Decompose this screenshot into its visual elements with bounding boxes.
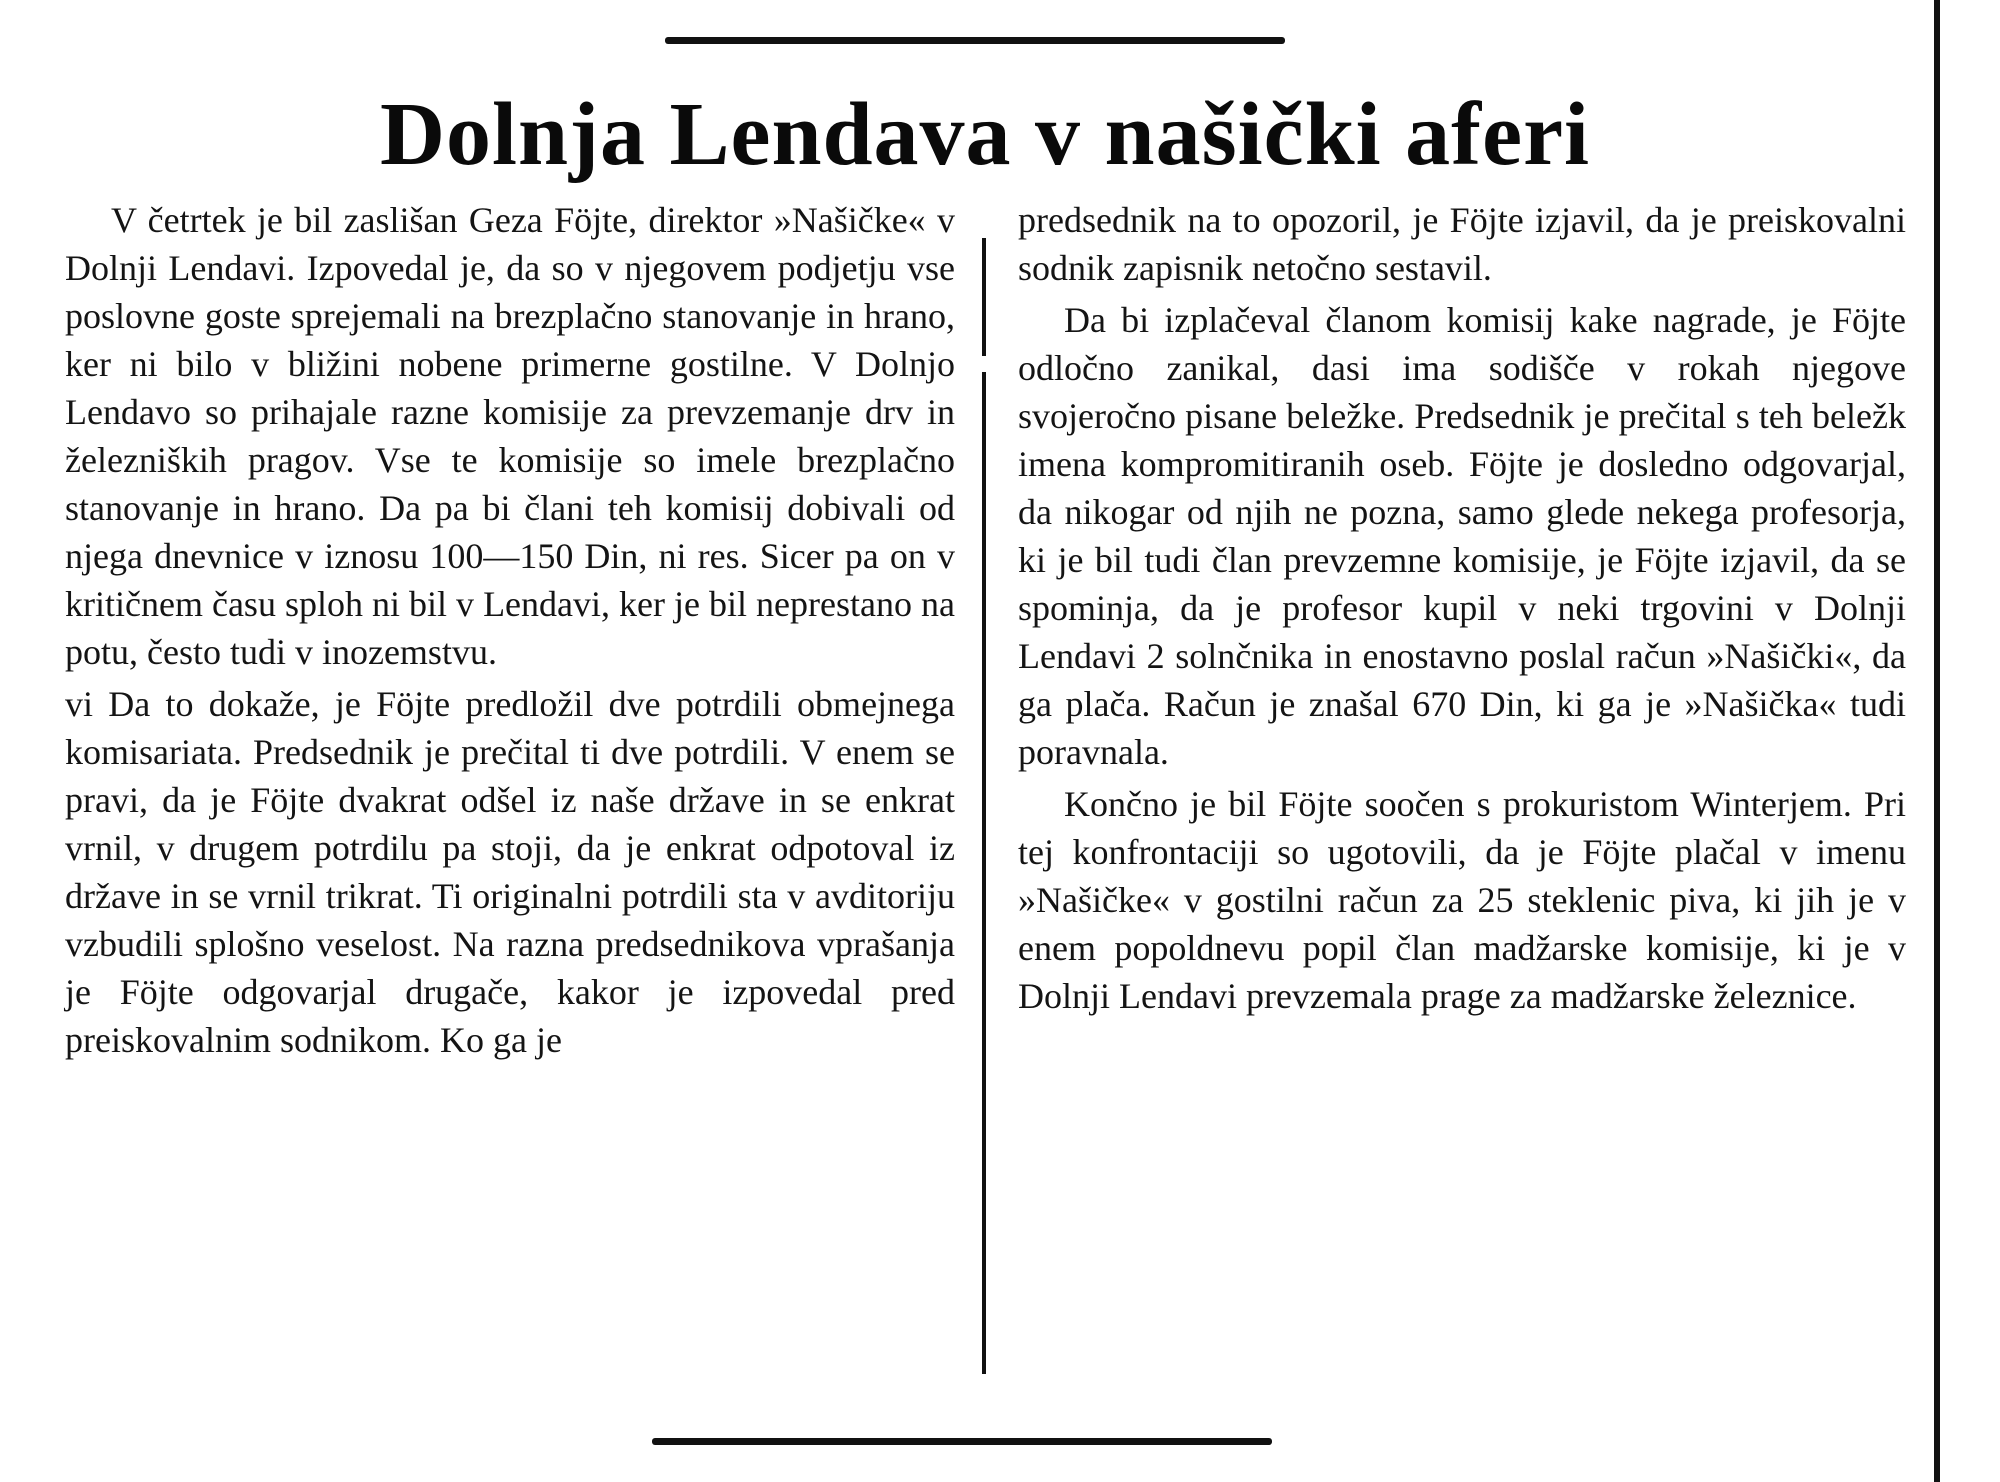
paragraph: Končno je bil Föjte soočen s prokuristom Winterjem. Pri tej konfrontaciji so ugotovili, da je Föjte plačal v imenu »Našičke« v gostilni račun za 25 steklenic piva, ki jih je v enem popoldnevu popil član madžarske komisije, ki je v Dolnji Lendavi prevzemala prage za madžarske železnice.	[1018, 784, 1906, 1016]
paragraph: vi Da to dokaže, je Föjte predložil dve potrdili obmejnega komisariata. Predsednik je prečital ti dve potrdili. V enem se pravi, da je Föjte dvakrat odšel iz naše države in se enkrat vrnil, v drugem potrdilu pa stoji, da je enkrat odpotoval iz države in se vrnil trikrat. Ti originalni potrdili sta v avditoriju vzbudili splošno veselost. Na razna predsednikova vprašanja je Föjte odgovarjal drugače, kakor je izpovedal pred preiskovalnim sodnikom. Ko ga je	[65, 684, 955, 1060]
right-column	[1018, 196, 1906, 1024]
page-edge-border	[1934, 0, 1940, 1482]
paragraph: V četrtek je bil zaslišan Geza Föjte, direktor »Našičke« v Dolnji Lendavi. Izpovedal je, da so v njegovem podjetju vse poslovne goste sprejemali na brezplačno stanovanje in hrano, ker ni bilo v bližini nobene primerne gostilne. V Dolnjo Lendavo so prihajale razne komisije za prevzemanje drv in železniških pragov. Vse te komisije so imele brezplačno stanovanje in hrano. Da pa bi člani teh komisij dobivali od njega dnevnice v iznosu 100—150 Din, ni res. Sicer pa on v kritičnem času sploh ni bil v Lendavi, ker je bil neprestano na potu, često tudi v inozemstvu.	[65, 200, 955, 672]
column-divider-rule	[982, 372, 986, 1374]
headline: Dolnja Lendava v našički aferi	[379, 85, 1591, 184]
bottom-divider-rule	[652, 1438, 1272, 1445]
paragraph: predsednik na to opozoril, je Föjte izjavil, da je preiskovalni sodnik zapisnik netočno sestavil.	[1018, 200, 1906, 288]
left-column	[65, 196, 955, 1068]
column-divider-rule	[982, 238, 986, 356]
top-divider-rule	[665, 37, 1285, 44]
paragraph: Da bi izplačeval članom komisij kake nagrade, je Föjte odločno zanikal, dasi ima sodišče v rokah njegove svojeročno pisane beležke. Predsednik je prečital s teh beležk imena kompromitiranih oseb. Föjte je dosledno odgovarjal, da nikogar od njih ne pozna, samo glede nekega profesorja, ki je bil tudi član prevzemne komisije, je Föjte izjavil, da se spominja, da je profesor kupil v neki trgovini v Dolnji Lendavi 2 solnčnika in enostavno poslal račun »Našički«, da ga plača. Račun je znašal 670 Din, ki ga je »Našička« tudi poravnala.	[1018, 300, 1906, 772]
